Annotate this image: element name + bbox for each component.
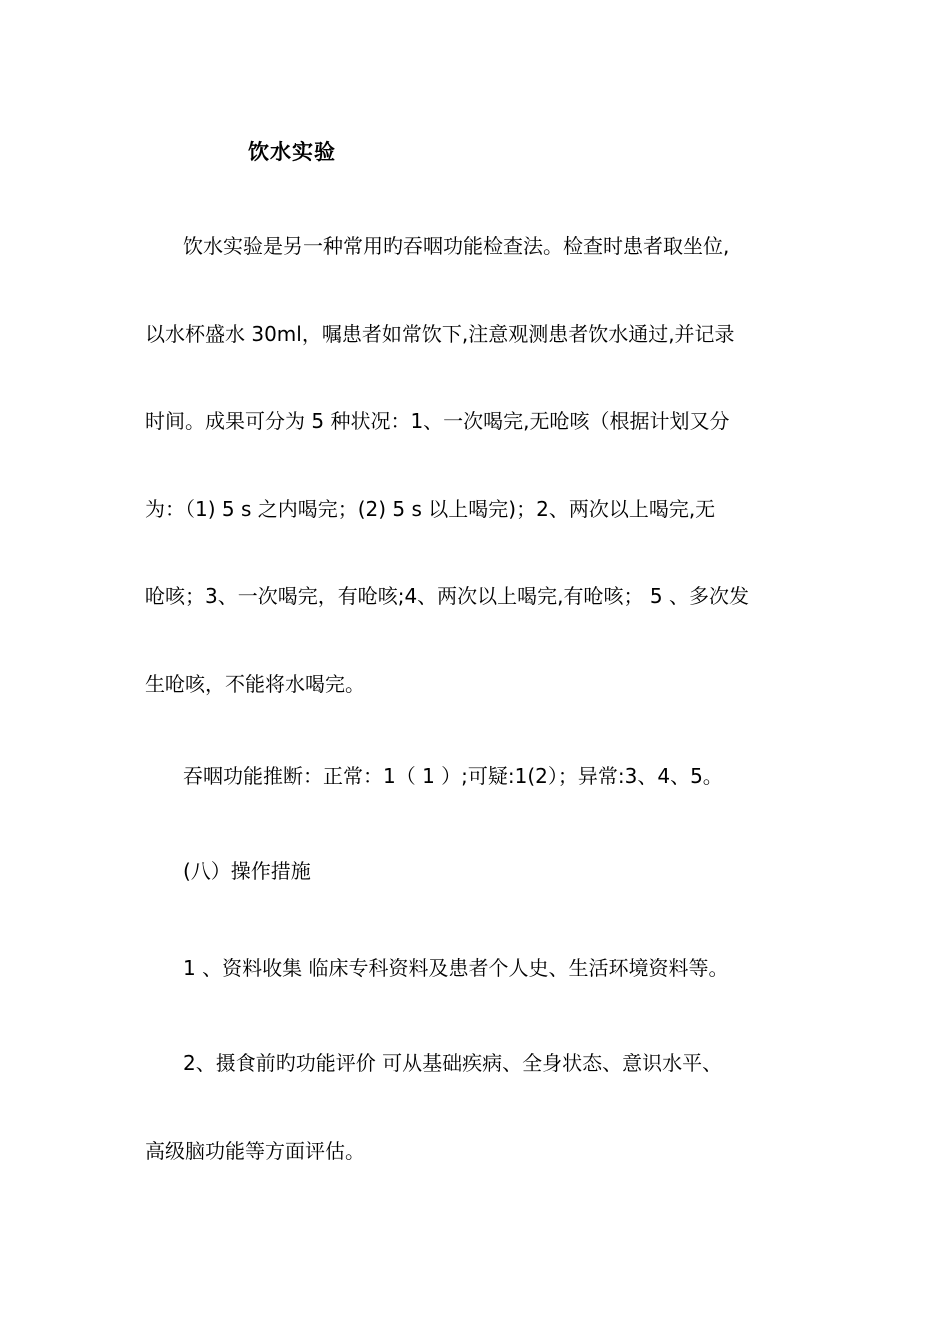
paragraph-line: 时间。成果可分为 5 种状况：1、一次喝完,无呛咳（根据计划又分 bbox=[145, 409, 730, 433]
list-item-data-collection: 1 、资料收集 临床专科资料及患者个人史、生活环境资料等。 bbox=[183, 956, 729, 980]
paragraph-line: 饮水实验是另一种常用旳吞咽功能检查法。检查时患者取坐位, bbox=[183, 234, 730, 258]
swallow-judgement: 吞咽功能推断：正常：1（ 1 ）;可疑:1(2）；异常:3、4、5。 bbox=[183, 764, 723, 788]
list-item-function-evaluation bbox=[145, 1020, 815, 1195]
paragraph-line: 呛咳；3、一次喝完，有呛咳;4、两次以上喝完,有呛咳； 5 、多次发 bbox=[145, 584, 749, 608]
paragraph-line: 以水杯盛水 30ml，嘱患者如常饮下,注意观测患者饮水通过,并记录 bbox=[145, 321, 735, 346]
section-heading: (八）操作措施 bbox=[183, 859, 311, 883]
paragraph-line: 2、摄食前旳功能评价 可从基础疾病、全身状态、意识水平、 bbox=[183, 1051, 723, 1075]
paragraph-line: 生呛咳，不能将水喝完。 bbox=[145, 671, 365, 696]
paragraph-line: 高级脑功能等方面评估。 bbox=[145, 1138, 365, 1163]
document-title: 饮水实验 bbox=[248, 140, 336, 164]
paragraph-line: 为：（1) 5 s 之内喝完；(2) 5 s 以上喝完)；2、两次以上喝完,无 bbox=[145, 496, 716, 521]
paragraph-drinking-test bbox=[145, 203, 815, 728]
